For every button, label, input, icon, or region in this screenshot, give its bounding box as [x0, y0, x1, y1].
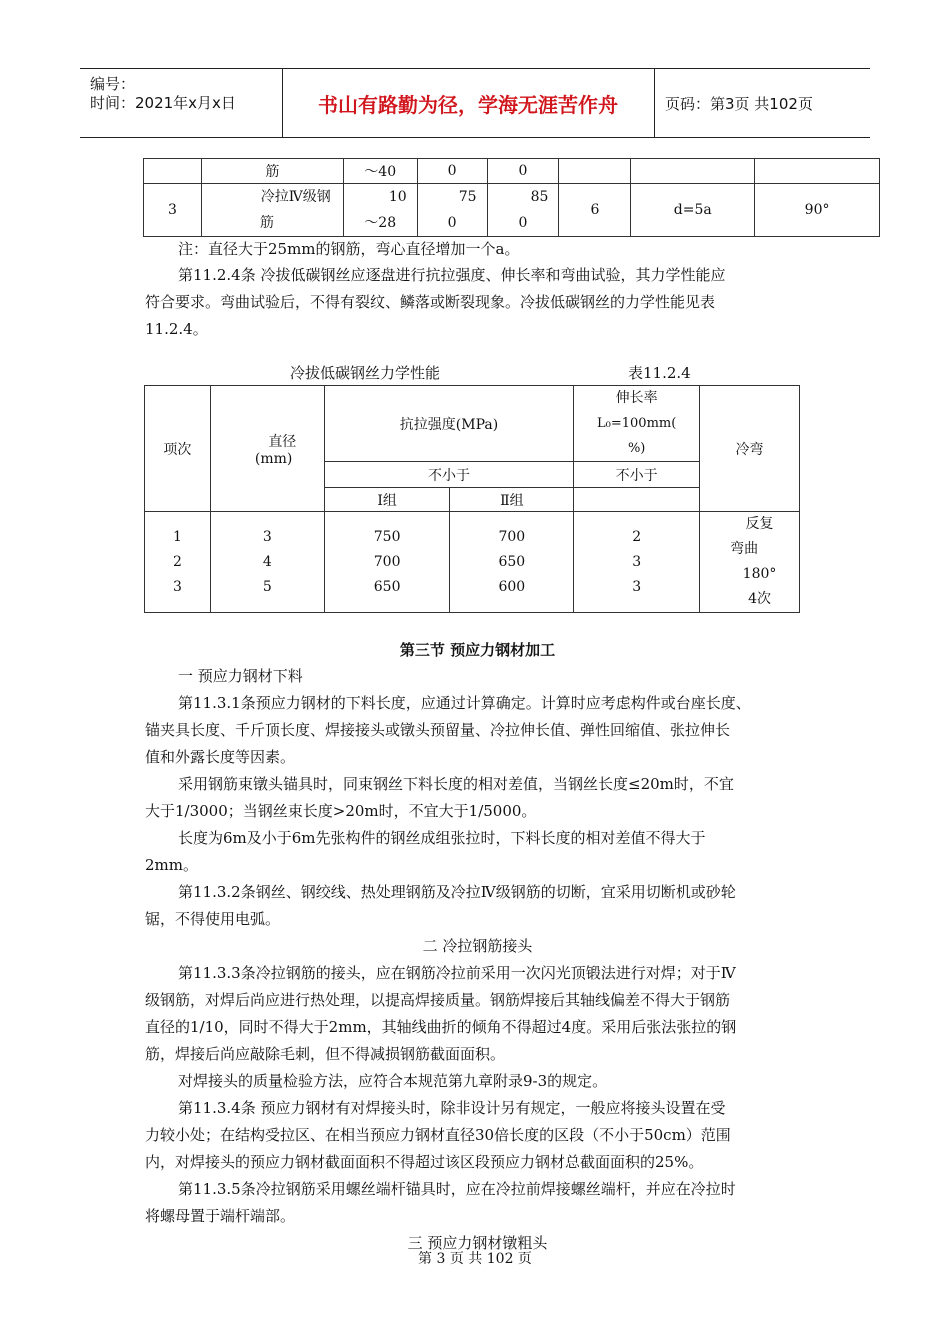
cell-line: 0	[447, 215, 457, 231]
table-cell	[574, 512, 700, 613]
header-number: 编号：	[90, 75, 136, 93]
subsection-heading: 三 预应力钢材镦粗头	[407, 1234, 548, 1252]
text-line: 第11.3.1条预应力钢材的下料长度，应通过计算确定。计算时应考虑构件或台座长度、	[178, 694, 751, 712]
table-header-cell	[574, 386, 700, 462]
cell-line: 2	[632, 528, 642, 545]
cell-line: 直径	[268, 433, 297, 450]
table-note: 注：直径大于25mm的钢筋，弯心直径增加一个a。	[178, 240, 520, 258]
table-cell: d=5a	[631, 184, 755, 237]
table-caption: 冷拔低碳钢丝力学性能	[290, 364, 441, 382]
cell-line: 3	[262, 528, 272, 545]
text-line: 第11.3.5条冷拉钢筋采用螺丝端杆锚具时，应在冷拉前焊接螺丝端杆，并应在冷拉时	[178, 1180, 736, 1198]
table-cell	[324, 512, 450, 613]
table-cell: 3	[144, 184, 202, 237]
table-header-cell	[574, 488, 700, 512]
cell-line: 75	[458, 189, 477, 205]
paragraph-11-2-4	[145, 262, 810, 343]
table-cell: 90°	[755, 184, 880, 237]
cell-line: 伸长率	[615, 390, 658, 406]
cell-line: (mm)	[254, 450, 293, 467]
table-header-cell: Ⅰ组	[324, 488, 450, 512]
cell-line: 700	[498, 528, 526, 545]
text-line: 值和外露长度等因素。	[145, 748, 296, 766]
cell-line: 10	[388, 189, 407, 205]
page-header	[80, 68, 870, 138]
steel-table-continued	[143, 158, 880, 237]
table-row	[145, 386, 800, 462]
header-page-number: 页码：第3页 共102页	[665, 95, 813, 113]
text-line: 采用钢筋束镦头锚具时，同束钢丝下料长度的相对差值，当钢丝长度≤20m时，不宜	[178, 775, 734, 793]
table-cell	[700, 512, 800, 613]
cell-line: 650	[498, 553, 526, 570]
table-row	[144, 184, 880, 237]
table-cell	[144, 159, 202, 184]
section-title: 第三节 预应力钢材加工	[399, 641, 556, 659]
header-date: 时间：2021年x月x日	[90, 94, 236, 112]
cell-line: L₀=100mm(	[597, 416, 677, 431]
cell-line: 5	[262, 578, 272, 595]
text-line: 大于1/3000；当钢丝束长度>20m时，不宜大于1/5000。	[145, 802, 537, 820]
table-header-cell: 抗拉强度(MPa)	[324, 386, 573, 462]
text-line: 符合要求。弯曲试验后，不得有裂纹、鳞落或断裂现象。冷拔低碳钢丝的力学性能见表	[145, 293, 716, 311]
table-cell: 0	[417, 159, 487, 184]
table-cell: 0	[487, 159, 559, 184]
cell-line: 弯曲	[730, 541, 759, 557]
table-row	[145, 512, 800, 613]
cell-line: 600	[498, 578, 526, 595]
text-line: 对焊接头的质量检验方法，应符合本规范第九章附录9-3的规定。	[178, 1072, 608, 1090]
text-line: 第11.2.4条 冷拔低碳钢丝应逐盘进行抗拉强度、伸长率和弯曲试验，其力学性能应	[178, 266, 726, 284]
subsection-heading: 一 预应力钢材下料	[178, 667, 303, 685]
table-header-cell: Ⅱ组	[450, 488, 574, 512]
body-text	[145, 663, 810, 1257]
text-line: 将螺母置于端杆端部。	[145, 1207, 296, 1225]
cell-line: 筋	[259, 215, 274, 231]
table-cell	[210, 512, 324, 613]
table-header-cell: 不小于	[574, 462, 700, 488]
table-cell: ～40	[343, 159, 417, 184]
cell-line: ～28	[364, 215, 397, 231]
text-line: 锯，不得使用电弧。	[145, 910, 281, 928]
table-cell	[559, 159, 631, 184]
cell-line: 85	[530, 189, 549, 205]
cell-line: 3	[632, 553, 642, 570]
text-line: 11.2.4。	[145, 320, 208, 338]
cell-line: 3	[172, 578, 182, 595]
cell-line: 2	[172, 553, 182, 570]
cell-line: 650	[373, 578, 401, 595]
cell-line: 180°	[742, 566, 777, 582]
cell-line: 冷拉Ⅳ级钢	[260, 189, 331, 205]
table-cell	[145, 512, 211, 613]
text-line: 锚夹具长度、千斤顶长度、焊接接头或镦头预留量、冷拉伸长值、弹性回缩值、张拉伸长	[145, 721, 731, 739]
wire-properties-table	[144, 385, 800, 613]
table-cell	[450, 512, 574, 613]
text-line: 第11.3.2条钢丝、钢绞线、热处理钢筋及冷拉Ⅳ级钢筋的切断，宜采用切断机或砂轮	[178, 883, 736, 901]
header-motto: 书山有路勤为径，学海无涯苦作舟	[318, 93, 618, 117]
table-cell	[487, 184, 559, 237]
cell-line: %)	[627, 441, 646, 456]
text-line: 长度为6m及小于6m先张构件的钢丝成组张拉时，下料长度的相对差值不得大于	[178, 829, 706, 847]
table-cell: 筋	[201, 159, 343, 184]
cell-line: 750	[373, 528, 401, 545]
page-footer: 第 3 页 共 102 页	[418, 1251, 532, 1267]
table-cell	[343, 184, 417, 237]
table-cell	[417, 184, 487, 237]
cell-line: 反复	[745, 516, 774, 532]
table-header-cell: 项次	[145, 386, 211, 512]
text-line: 力较小处；在结构受拉区、在相当预应力钢材直径30倍长度的区段（不小于50cm）范围	[145, 1126, 731, 1144]
cell-line: 4次	[748, 591, 771, 607]
text-line: 第11.3.3条冷拉钢筋的接头，应在钢筋冷拉前采用一次闪光顶锻法进行对焊；对于Ⅳ	[178, 964, 736, 982]
subsection-heading: 二 冷拉钢筋接头	[422, 937, 533, 955]
table-row	[144, 159, 880, 184]
table-header-cell: 冷弯	[700, 386, 800, 512]
table-header-cell	[210, 386, 324, 512]
header-meta	[80, 69, 283, 137]
cell-line: 0	[518, 215, 528, 231]
table-cell	[631, 159, 755, 184]
text-line: 筋，焊接后尚应敲除毛刺，但不得减损钢筋截面面积。	[145, 1045, 506, 1063]
text-line: 直径的1/10，同时不得大于2mm，其轴线曲折的倾角不得超过4度。采用后张法张拉的钢	[145, 1018, 737, 1036]
text-line: 级钢筋，对焊后尚应进行热处理，以提高焊接质量。钢筋焊接后其轴线偏差不得大于钢筋	[145, 991, 731, 1009]
cell-line: 700	[373, 553, 401, 570]
table-header-cell: 不小于	[324, 462, 573, 488]
table-cell: 6	[559, 184, 631, 237]
cell-line: 4	[262, 553, 272, 570]
table-cell	[755, 159, 880, 184]
text-line: 内，对焊接头的预应力钢材截面面积不得超过该区段预应力钢材总截面面积的25%。	[145, 1153, 704, 1171]
text-line: 第11.3.4条 预应力钢材有对焊接头时，除非设计另有规定，一般应将接头设置在受	[178, 1099, 726, 1117]
cell-line: 3	[632, 578, 642, 595]
table-cell	[201, 184, 343, 237]
text-line: 2mm。	[145, 856, 198, 874]
cell-line: 1	[172, 528, 182, 545]
table-number: 表11.2.4	[628, 364, 691, 382]
header-page-cell	[654, 69, 871, 137]
